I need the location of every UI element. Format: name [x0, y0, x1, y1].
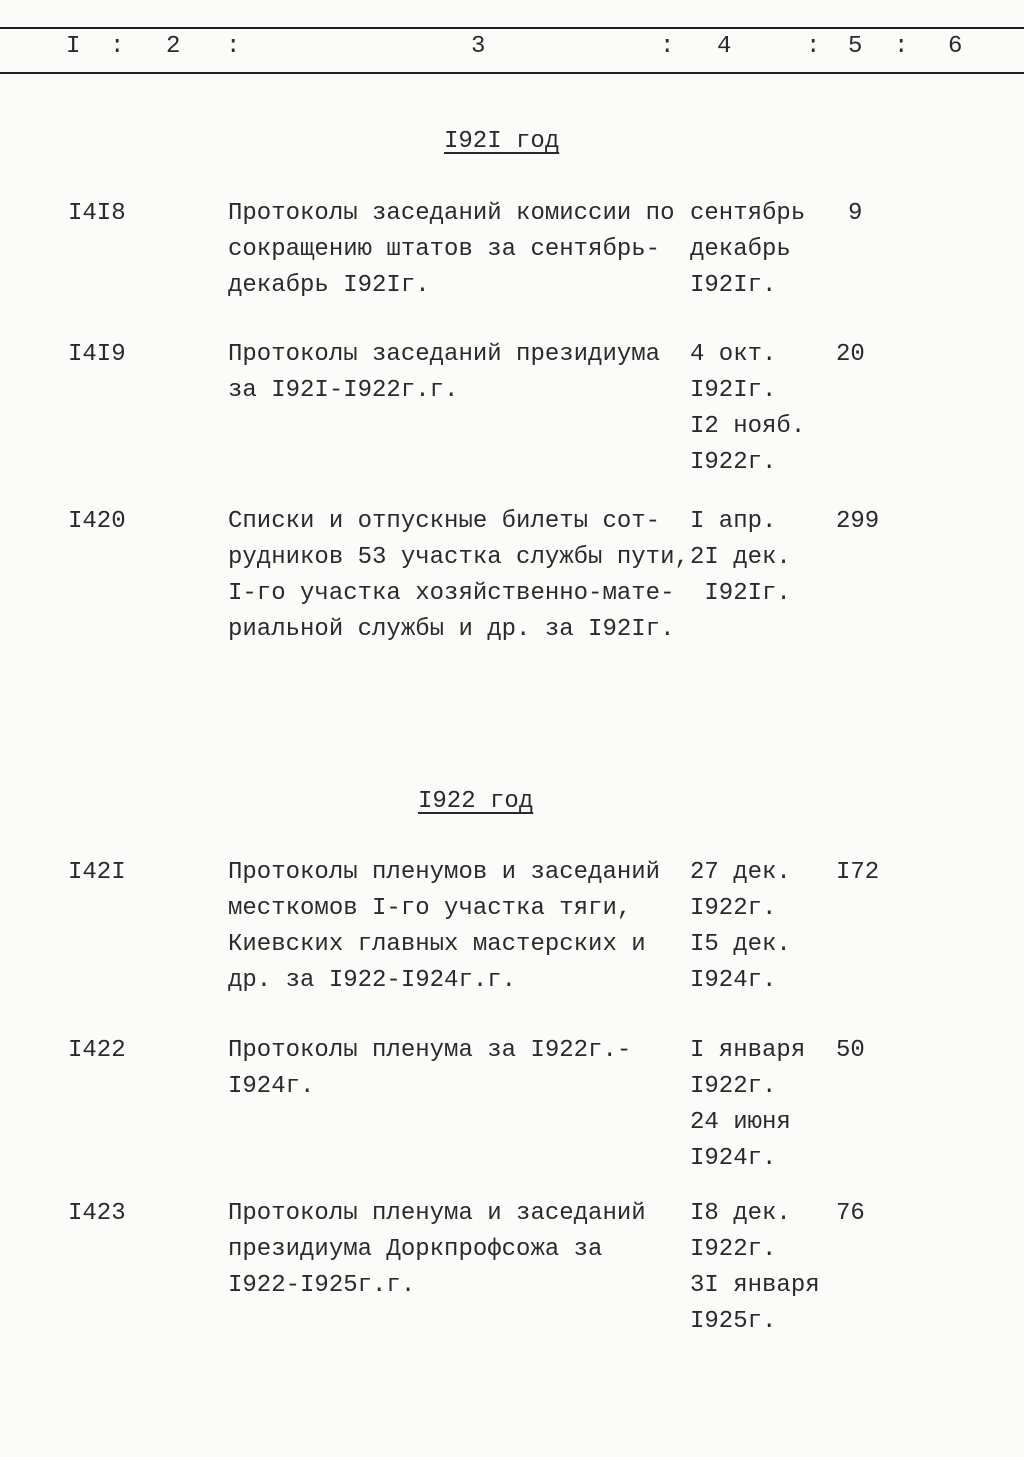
entry-dates-line: I922г.: [690, 1236, 777, 1263]
entry-description-line: Протоколы заседаний комиссии по: [228, 200, 675, 227]
entry-dates-line: I92Iг.: [690, 580, 791, 607]
entry-description-line: Протоколы заседаний президиума: [228, 341, 661, 368]
entry-dates-line: сентябрь: [690, 200, 806, 227]
entry-dates-line: I8 дек.: [690, 1200, 791, 1227]
entry-dates-line: 3I января: [690, 1272, 820, 1299]
column-separator: :: [110, 33, 125, 60]
entry-number: I4I8: [68, 200, 126, 227]
entry-dates-line: декабрь: [690, 236, 791, 263]
entry-number: I42I: [68, 859, 126, 886]
section-heading-1921: I92I год: [444, 128, 560, 155]
entry-number: I420: [68, 508, 126, 535]
entry-dates-line: I922г.: [690, 449, 777, 476]
header-bottom-rule: [0, 72, 1024, 74]
entry-dates: [690, 337, 805, 481]
entry-dates-line: I925г.: [690, 1308, 777, 1335]
header-top-rule: [0, 27, 1024, 29]
entry-description: [228, 1033, 631, 1105]
entry-description-line: Протоколы пленумов и заседаний: [228, 859, 661, 886]
column-header-1: I: [66, 33, 81, 60]
entry-dates-line: I922г.: [690, 1073, 777, 1100]
entry-description: [228, 504, 689, 648]
entry-dates-line: I922г.: [690, 895, 777, 922]
column-separator: :: [806, 33, 821, 60]
entry-dates-line: I92Iг.: [690, 377, 777, 404]
entry-sheet-count: 299: [836, 508, 880, 535]
entry-dates-line: I924г.: [690, 1145, 777, 1172]
entry-dates-line: 2I дек.: [690, 544, 791, 571]
entry-sheet-count: 9: [848, 200, 863, 227]
entry-description-line: I924г.: [228, 1073, 315, 1100]
entry-sheet-count: 20: [836, 341, 865, 368]
entry-description-line: президиума Доркпрофсожа за: [228, 1236, 603, 1263]
entry-dates-line: I5 дек.: [690, 931, 791, 958]
entry-dates-line: I января: [690, 1037, 806, 1064]
column-header-6: 6: [948, 33, 963, 60]
entry-description-line: рудников 53 участка службы пути,: [228, 544, 689, 571]
column-header-3: 3: [471, 33, 486, 60]
entry-description-line: Киевских главных мастерских и: [228, 931, 646, 958]
entry-description: [228, 337, 660, 409]
entry-dates-line: 27 дек.: [690, 859, 791, 886]
entry-dates-line: I924г.: [690, 967, 777, 994]
column-header-2: 2: [166, 33, 181, 60]
entry-description-line: I922-I925г.г.: [228, 1272, 416, 1299]
entry-description-line: месткомов I-го участка тяги,: [228, 895, 632, 922]
entry-number: I423: [68, 1200, 126, 1227]
entry-sheet-count: 50: [836, 1037, 865, 1064]
entry-dates: [690, 1033, 805, 1177]
entry-description-line: Протоколы пленума и заседаний: [228, 1200, 646, 1227]
entry-number: I422: [68, 1037, 126, 1064]
column-separator: :: [660, 33, 675, 60]
entry-sheet-count: 76: [836, 1200, 865, 1227]
entry-description: [228, 196, 674, 304]
entry-dates-line: I апр.: [690, 508, 777, 535]
entry-description-line: риальной службы и др. за I92Iг.: [228, 616, 675, 643]
entry-dates-line: 4 окт.: [690, 341, 777, 368]
column-header-5: 5: [848, 33, 863, 60]
entry-dates: [690, 504, 791, 612]
column-header-4: 4: [717, 33, 732, 60]
column-separator: :: [894, 33, 909, 60]
entry-dates: [690, 196, 805, 304]
entry-description-line: I-го участка хозяйственно-мате-: [228, 580, 675, 607]
entry-dates-line: I2 нояб.: [690, 413, 806, 440]
entry-dates-line: I92Iг.: [690, 272, 777, 299]
entry-dates-line: 24 июня: [690, 1109, 791, 1136]
entry-description: [228, 855, 660, 999]
entry-dates: [690, 1196, 820, 1340]
entry-description-line: Протоколы пленума за I922г.-: [228, 1037, 632, 1064]
entry-number: I4I9: [68, 341, 126, 368]
entry-sheet-count: I72: [836, 859, 880, 886]
entry-description-line: сокращению штатов за сентябрь-: [228, 236, 661, 263]
entry-description-line: др. за I922-I924г.г.: [228, 967, 517, 994]
section-heading-1922: I922 год: [418, 788, 534, 815]
entry-description-line: за I92I-I922г.г.: [228, 377, 459, 404]
entry-dates: [690, 855, 791, 999]
entry-description-line: декабрь I92Iг.: [228, 272, 430, 299]
column-separator: :: [226, 33, 241, 60]
entry-description: [228, 1196, 646, 1304]
entry-description-line: Списки и отпускные билеты сот-: [228, 508, 661, 535]
